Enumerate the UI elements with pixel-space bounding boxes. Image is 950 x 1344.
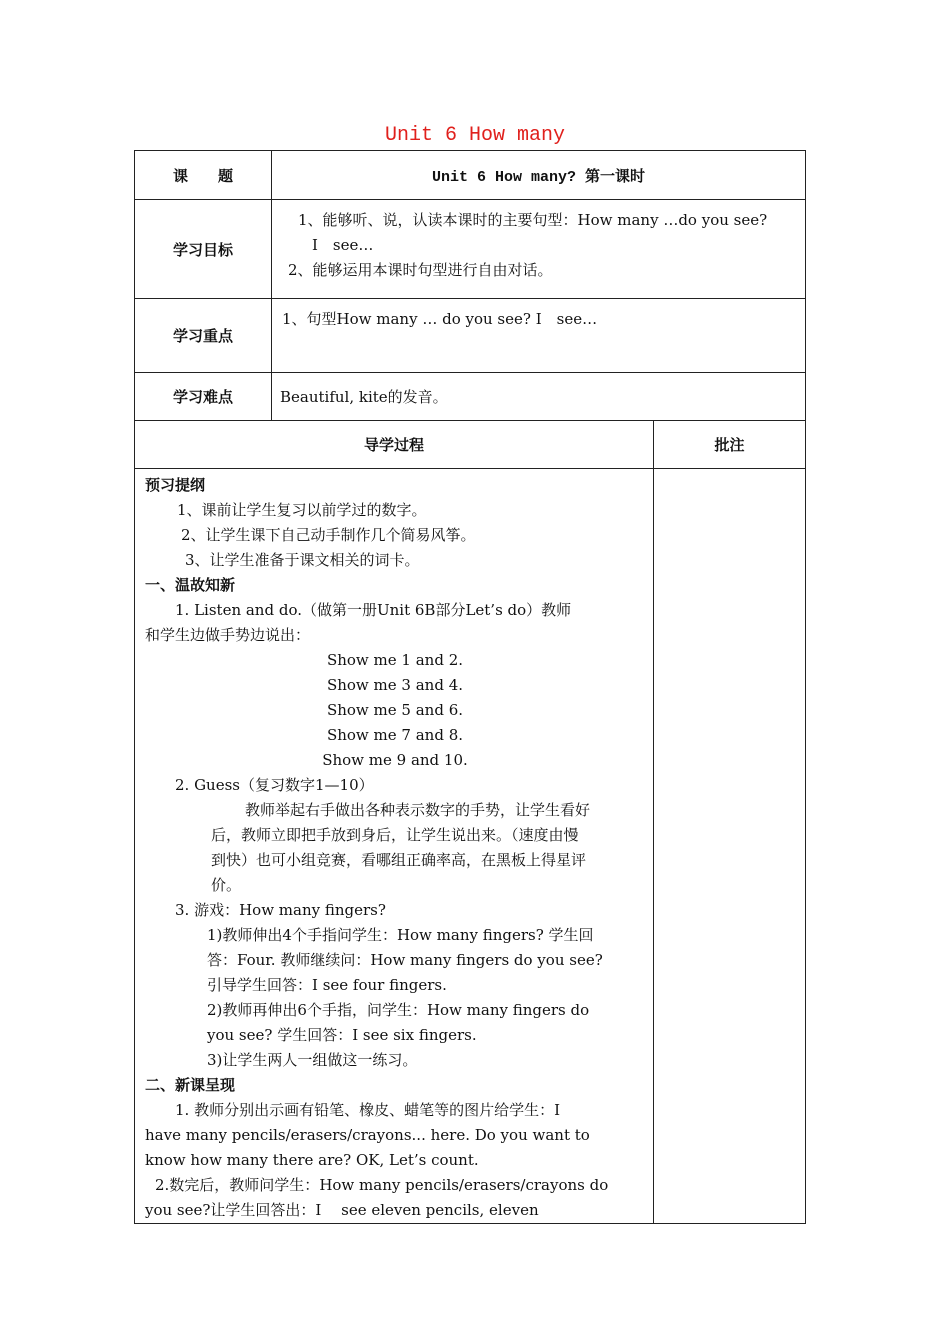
game-line: 答：Four. 教师继续问：How many fingers do you see?: [207, 951, 603, 969]
show-line: Show me 7 and 8.: [326, 726, 464, 744]
difficulty-value: Beautiful, kite的发音。: [272, 373, 806, 421]
new-line: 2.数完后，教师问学生：How many pencils/erasers/crayons do: [155, 1176, 609, 1194]
game-line: 引导学生回答：I see four fingers.: [207, 976, 447, 994]
topic-value: Unit 6 How many? 第一课时: [272, 151, 806, 200]
game-line: 2)教师再伸出6个手指，问学生：How many fingers do: [207, 1001, 590, 1019]
goals-line-1: 1、能够听、说，认读本课时的主要句型：How many …do you see?: [298, 211, 768, 229]
game-line: 3)让学生两人一组做这一练习。: [207, 1051, 418, 1069]
process-header: 导学过程: [135, 421, 654, 469]
show-line: Show me 1 and 2.: [326, 651, 464, 669]
notes-header: 批注: [654, 421, 806, 469]
topic-label: 课 题: [135, 151, 272, 200]
key-label: 学习重点: [135, 299, 272, 373]
difficulty-row: [135, 373, 806, 421]
goals-line-1b: I see…: [312, 236, 374, 254]
review-line: 和学生边做手势边说出：: [145, 626, 311, 644]
show-line: Show me 9 and 10.: [322, 751, 468, 769]
new-line: know how many there are? OK, Let’s count.: [145, 1151, 479, 1169]
key-value: 1、句型How many … do you see? I see…: [272, 299, 806, 373]
goals-label: 学习目标: [135, 200, 272, 299]
goals-line-2: 2、能够运用本课时句型进行自由对话。: [288, 261, 553, 279]
notes-cell: [654, 469, 806, 1224]
guess-line: 到快）也可小组竞赛，看哪组正确率高，在黑板上得星评: [211, 851, 587, 869]
guess-line: 后，教师立即把手放到身后，让学生说出来。（速度由慢: [211, 826, 579, 844]
key-row: [135, 299, 806, 373]
preview-item: 3、让学生准备于课文相关的词卡。: [185, 551, 420, 569]
show-line: Show me 5 and 6.: [326, 701, 464, 719]
review-title: 一、温故知新: [145, 576, 236, 594]
preview-item: 2、让学生课下自己动手制作几个简易风筝。: [181, 526, 476, 544]
process-row: [135, 469, 806, 1224]
game-title: 3. 游戏：How many fingers?: [175, 901, 386, 919]
review-line: 1. Listen and do.（做第一册Unit 6B部分Let’s do）教师: [175, 601, 572, 619]
difficulty-label: 学习难点: [135, 373, 272, 421]
guess-line: 价。: [211, 876, 242, 894]
preview-title: 预习提纲: [145, 476, 206, 494]
game-line: you see? 学生回答：I see six fingers.: [207, 1026, 477, 1044]
new-line: 1. 教师分别出示画有铅笔、橡皮、蜡笔等的图片给学生：I: [175, 1101, 561, 1119]
show-line: Show me 3 and 4.: [326, 676, 464, 694]
guess-line: 教师举起右手做出各种表示数字的手势，让学生看好: [245, 801, 591, 819]
goals-row: [135, 200, 806, 299]
lesson-plan-table: [134, 150, 806, 1224]
preview-item: 1、课前让学生复习以前学过的数字。: [177, 501, 427, 519]
new-title: 二、新课呈现: [145, 1076, 236, 1094]
game-line: 1)教师伸出4个手指问学生：How many fingers? 学生回: [207, 926, 594, 944]
process-header-row: [135, 421, 806, 469]
goals-value: [272, 200, 806, 299]
topic-row: [135, 151, 806, 200]
new-line: have many pencils/erasers/crayons... here. Do you want to: [145, 1126, 590, 1144]
guess-title: 2. Guess（复习数字1—10）: [175, 776, 374, 794]
process-content: [135, 469, 654, 1224]
document-title: Unit 6 How many: [384, 124, 566, 147]
new-line: you see?让学生回答出：I see eleven pencils, eleven: [145, 1201, 539, 1219]
